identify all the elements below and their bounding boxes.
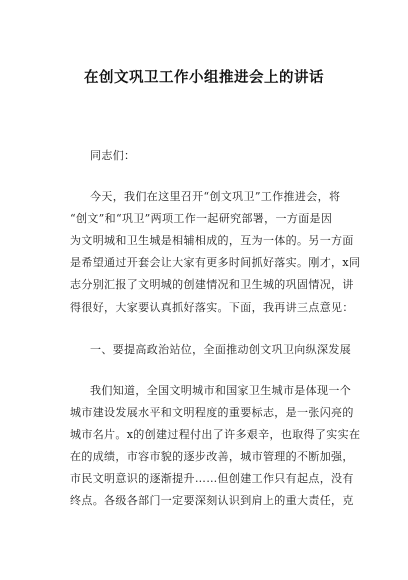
section-heading-1: 一、要提高政治站位，全面推动创文巩卫向纵深发展 [90,343,352,356]
paragraph-2-line-2: 城市建设发展水平和文明程度的重要标志，是一张闪亮的 [70,406,354,419]
paragraph-2-line-4: 在的成绩，市容市貌的逐步改善，城市管理的不断加强， [70,450,354,463]
paragraph-2-line-6: 终点。各级各部门一定要深刻认识到肩上的重大责任，克 [70,494,354,507]
paragraph-1-line-6: 得很好，大家要认真抓好落实。下面，我再讲三点意见： [70,301,354,314]
paragraph-1-line-4: 是希望通过开套会让大家有更多时间抓好落实。刚才，x同 [70,256,361,269]
document-title: 在创文巩卫工作小组推进会上的讲话 [84,70,324,86]
paragraph-1-line-5: 志分别汇报了文明城的创建情况和卫生城的巩固情况，讲 [70,278,354,291]
paragraph-1-line-2: “创文”和“巩卫”两项工作一起研究部署，一方面是因 [70,212,333,225]
salutation: 同志们： [90,149,136,162]
paragraph-2-line-3: 城市名片。x的创建过程付出了许多艰辛，也取得了实实在 [70,428,361,441]
paragraph-2-line-5: 市民文明意识的逐渐提升……但创建工作只有起点，没有 [70,472,354,485]
paragraph-2-line-1: 我们知道，全国文明城市和国家卫生城市是体现一个 [90,384,352,397]
paragraph-1-line-3: 为文明城和卫生城是相辅相成的，互为一体的。另一方面 [70,234,354,247]
paragraph-1-line-1: 今天，我们在这里召开“创文巩卫”工作推进会，将 [90,190,341,203]
